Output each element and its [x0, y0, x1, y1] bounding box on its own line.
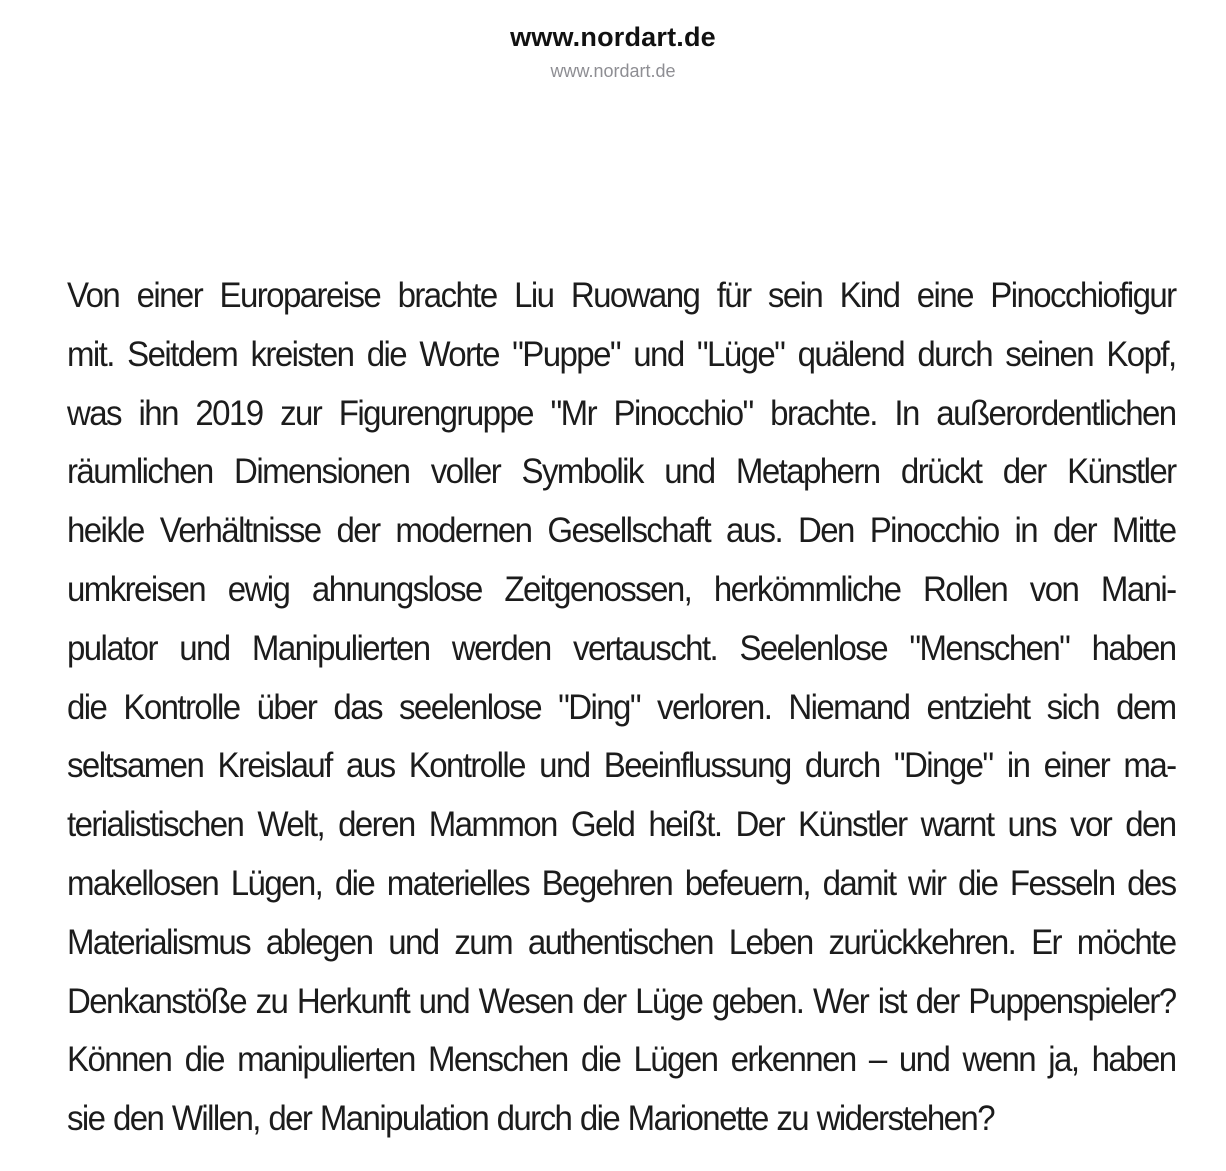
article-line: terialistischen Welt, deren Mammon Geld heißt. Der Künstler warnt uns vor den: [67, 804, 1176, 845]
article-line: Können die manipulierten Menschen die Lügen erkennen – und wenn ja, haben: [67, 1039, 1176, 1080]
article-line: heikle Verhältnisse der modernen Gesellschaft aus. Den Pinocchio in der Mitte: [67, 510, 1176, 551]
page-title: www.nordart.de: [510, 22, 716, 52]
article-line: sie den Willen, der Manipulation durch die Marionette zu widerstehen?: [67, 1098, 994, 1139]
article-line: pulator und Manipulierten werden vertauscht. Seelenlose "Menschen" haben: [67, 627, 1176, 668]
article-line: was ihn 2019 zur Figurengruppe "Mr Pinocchio" brachte. In außerordentlichen: [67, 392, 1176, 433]
article-line: räumlichen Dimensionen voller Symbolik und Metaphern drückt der Künstler: [67, 451, 1176, 492]
article-line: mit. Seitdem kreisten die Worte "Puppe" und "Lüge" quälend durch seinen Kopf,: [67, 333, 1176, 374]
article-line: Materialismus ablegen und zum authentischen Leben zurückkehren. Er möchte: [67, 921, 1176, 962]
article-line: Von einer Europareise brachte Liu Ruowang für sein Kind eine Pinocchiofigur: [67, 275, 1176, 315]
article-line: seltsamen Kreislauf aus Kontrolle und Beeinflussung durch "Dinge" in einer ma-: [67, 745, 1176, 786]
article-line: Denkanstöße zu Herkunft und Wesen der Lüge geben. Wer ist der Puppenspieler?: [67, 980, 1176, 1021]
page-header: [0, 0, 1226, 110]
article-line: umkreisen ewig ahnungslose Zeitgenossen, herkömmliche Rollen von Mani-: [67, 568, 1176, 609]
article-line: makellosen Lügen, die materielles Begehren befeuern, damit wir die Fesseln des: [67, 862, 1176, 903]
article-line: die Kontrolle über das seelenlose "Ding" verloren. Niemand entzieht sich dem: [67, 686, 1176, 727]
page-url[interactable]: www.nordart.de: [550, 61, 676, 81]
article-body: [67, 266, 1176, 1148]
